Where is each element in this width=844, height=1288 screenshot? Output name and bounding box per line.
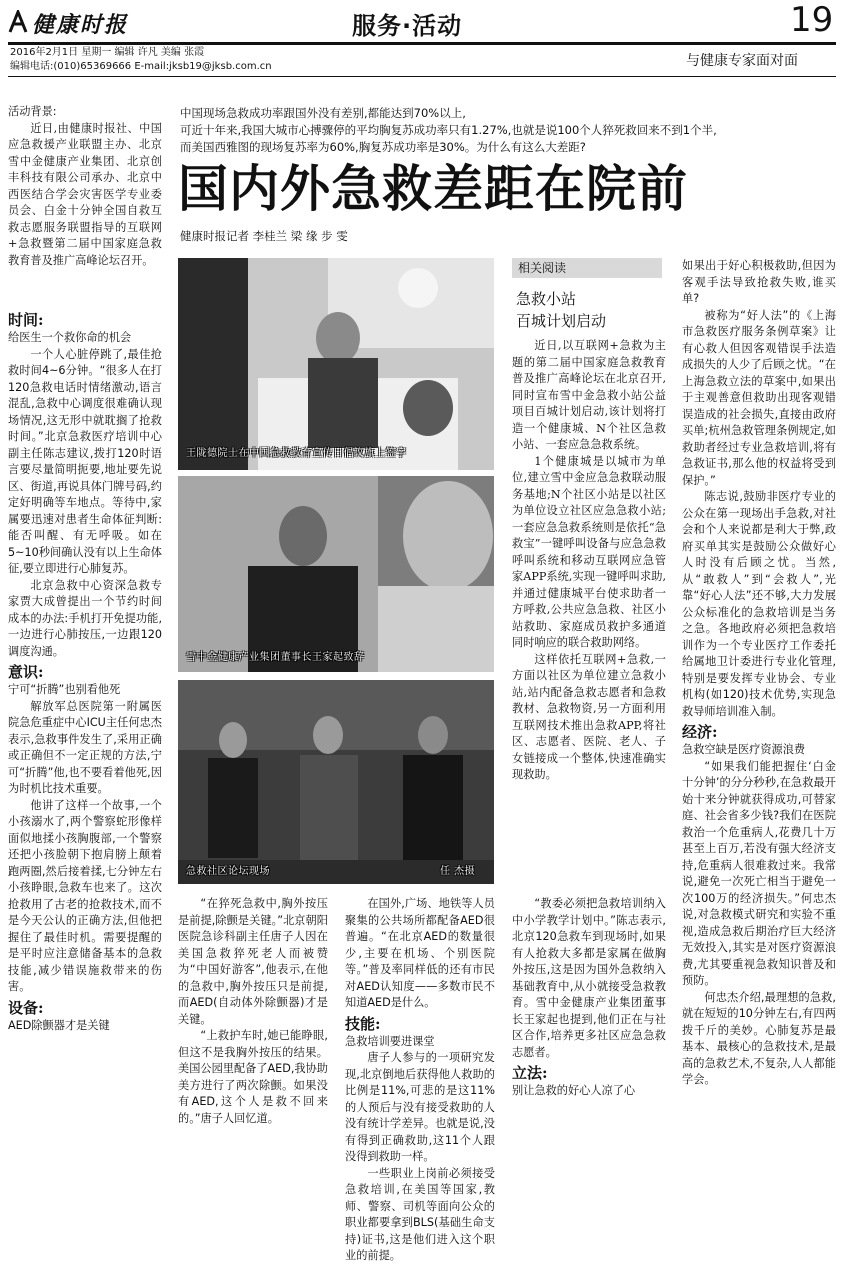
right-column	[682, 258, 836, 1089]
section-time-title: 时间:	[8, 311, 44, 329]
time-para-1: 一个人心脏停跳了,最佳抢救时间4~6分钟。“很多人在打120急救电话时情绪激动,语言混乱,急救中心调度很难确认现场情况,这无形中就耽搁了抢救时间。”北京急救医疗培训中心副主任陈志建议,拨打120时语言要尽量简明扼要,地址要先说区、街道,再说具体门牌号码,约定好明确等车地点。等待中,家属要迅速对患者生命体征判断:能否叫醒、有无呼吸。如在5~10秒间确认没有以上生命体征,要立即进行心肺复苏。	[8, 347, 162, 575]
photo-speech-caption: 雪中金健康产业集团董事长王家起致辞	[186, 652, 365, 663]
skill-para-3: “教委必须把急救培训纳入中小学教学计划中。”陈志表示,北京120急救车到现场时,如果有人抢救大多都是家属在做胸外按压,这是因为国外急救纳入基础教育中,从小就接受急救教育。雪中金健康产业集团董事长王家起也提到,他们正在与社区合作,培养更多社区应急急救志愿者。	[512, 897, 666, 1059]
related-title-line-2: 百城计划启动	[516, 312, 607, 330]
page-number: 19	[790, 0, 834, 40]
awareness-para-1: 解放军总医院第一附属医院急危重症中心ICU主任何忠杰表示,急救事件发生了,采用正确或正确但不一定正规的方法,宁可“折腾”他,也不要看着他死,因为时机比技术重要。	[8, 699, 162, 795]
header-underline	[8, 76, 836, 77]
economy-para-1: “如果我们能把握住‘白金十分钟’的分分秒秒,在急救最开始十来分钟就获得成功,可替家庭、社会省多少钱?我们在医院救治一个危重病人,花费几十万甚至上百万,若没有强大经济支持,危重病人很难救过来。我常说,避免一次死亡相当于避免一次100万的经济损失。”何忠杰说,对急救模式研究和实验不重视,造成急救后期治疗巨大经济无效投入,其实是对医疗资源浪费,尤其要重视急救知识普及和预防。	[682, 759, 836, 987]
photo-signing-caption: 王陇德院士在中国急救教育宣传日倡议旗上签字	[186, 448, 407, 459]
equipment-para-2: “上救护车时,她已能睁眼,但这不是我胸外按压的结果。美国公园里配备了AED,我协助美方进行了两次除颤。如果没有AED,这个人是救不回来的。”唐子人回忆道。	[178, 1029, 328, 1125]
photo-forum	[178, 680, 494, 884]
section-economy-title: 经济:	[682, 723, 718, 741]
section-equipment-title: 设备:	[8, 998, 44, 1017]
logo-mark-icon	[8, 10, 28, 34]
deck-line-3: 而美国西雅图的现场复苏率为60%,胸复苏成功率是30%。为什么有这么大差距?	[180, 140, 586, 154]
contact-line: 编辑电话:(010)65369666 E-mail:jksb19@jksb.com.cn	[10, 61, 272, 72]
law-para-1-cont: 如果出于好心积极救助,但因为客观手法导致抢救失败,谁买单?	[682, 259, 836, 305]
equipment-para-3: 在国外,广场、地铁等人员聚集的公共场所都配备AED很普遍。“在北京AED的数量很少,主要在机场、个别医院等。”普及率同样低的还有市民对AED认知度——多数市民不知道AED是什么。	[345, 897, 495, 1009]
section-equipment-subtitle: AED除颤器才是关键	[8, 1018, 110, 1032]
equipment-column	[178, 896, 328, 1127]
date-line: 2016年2月1日 星期一 编辑 许凡 美编 张霞	[10, 47, 205, 58]
related-para-1: 近日,以互联网+急救为主题的第二届中国家庭急救教育普及推广高峰论坛在北京召开,同时宣布雪中金急救小站公益项目百城计划启动,该计划将打造一个健康城、N个社区急救小站、一套应急急救系统。	[512, 339, 666, 451]
law-para-2: 被称为“好人法”的《上海市急救医疗服务条例草案》让有心救人但因客观错误手法造成损失的人少了后顾之忧。“在上海急救立法的草案中,如果出于主观善意但救助出现客观错误造成的社会损失,直接由政府买单;杭州急救管理条例规定,如救助者经过专业急救培训,将有急救证书,那么他的权益将受到保护。”	[682, 308, 836, 487]
left-column	[8, 104, 162, 269]
section-law-subtitle: 别让急救的好心人凉了心	[512, 1084, 636, 1097]
time-para-2: 北京急救中心资深急救专家贾大成曾提出一个节约时间成本的办法:手机打开免提功能,一边进行心肺按压,一边跟120调度沟通。	[8, 578, 162, 658]
skill-para-1: 唐子人参与的一项研究发现,北京倒地后获得他人救助的比例是11%,可悲的是这11%的人预后与没有接受救助的人没有统计学差异。也就是说,没有得到正确救助,这11个人跟没得到救助一样。	[345, 1051, 495, 1163]
column-tag: 与健康专家面对面	[686, 53, 798, 69]
equipment-para-1: “在猝死急救中,胸外按压是前提,除颤是关键。”北京朝阳医院急诊科副主任唐子人因在美国急救猝死老人而被赞为“中国好游客”,他表示,在他的急救中,胸外按压只是前提,而AED(自动体外除颤器)才是关键。	[178, 897, 328, 1026]
byline: 健康时报记者 李桂兰 梁 缘 步 雯	[180, 229, 348, 243]
skill-law-column	[512, 896, 666, 1100]
logo-text: 健康时报	[32, 12, 129, 38]
section-skill-title: 技能:	[345, 1014, 381, 1033]
economy-para-2: 何忠杰介绍,最理想的急救,就在短短的10分钟左右,有四两拨千斤的美妙。心肺复苏是最基本、最核心的急救技术,是最高的急救艺术,不复杂,人人都能学会。	[682, 990, 836, 1086]
masthead-rule	[8, 42, 836, 45]
section-economy-subtitle: 急救空缺是医疗资源浪费	[682, 743, 806, 756]
awareness-para-2: 他讲了这样一个故事,一个小孩溺水了,两个警察蛇形像样面似地揉小孩胸腹部,一个警察还把小孩脸朝下抱肩膀上颠着跑两圈,然后接着揉,七分钟左右小孩睁眼,急救车也来了。这次抢救用了古老的抢救技术,而不是今天公认的正确方法,但他把握住了最佳时机。需要提醒的是平时应注意储备基本的急救技能,减少错误施救带来的伤害。	[8, 798, 162, 993]
photo-forum-credit: 任 杰摄	[440, 866, 476, 877]
section-awareness-subtitle: 宁可“折腾”也别看他死	[8, 683, 121, 696]
photo-signing	[178, 258, 494, 470]
law-para-3: 陈志说,鼓励非医疗专业的公众在第一现场出手急救,对社会和个人来说都是利大于弊,政府买单其实是鼓励公众做好心人时没有后顾之忧。当然,从“敢救人”到“会救人”,光靠“好心人法”还不够,大力发展公众标准化的急救培训是当务之急。各地政府必须把急救培训作为一个专业医疗工作委托给属地卫计委进行专业化管理,特别是要发挥专业协会、专业机构(如120)技术优势,实现急救导师培训准入制。	[682, 490, 836, 718]
photo-forum-image	[178, 680, 494, 884]
deck-line-2: 可近十年来,我国大城市心搏骤停的平均胸复苏成功率只有1.27%,也就是说100个人猝死救回来不到1个半,	[180, 123, 717, 137]
deck	[180, 105, 800, 156]
section-title: 服务·活动	[352, 12, 463, 40]
skill-para-2: 一些职业上岗前必须接受急救培训,在美国等国家,教师、警察、司机等面向公众的职业都要拿到BLS(基础生命支持)证书,这是他们进入这个职业的前提。	[345, 1166, 495, 1262]
related-para-2: 1个健康城是以城市为单位,建立雪中金应急急救联动服务基地;N个社区小站是以社区为单位设立社区应急急救小站;一套应急急救系统则是依托“急救宝”一键呼叫设备与应急急救呼叫系统和移动互联网应急管家APP系统,实现一键呼叫求助,并通过健康城平台使求助者一方呼救,公共应急急救、社区小站救助、家庭成员救护多通道同时响应的联合救助网络。	[512, 454, 666, 649]
intro-label: 活动背景:	[8, 105, 57, 118]
left-column-body	[8, 308, 162, 1034]
photo-speech	[178, 476, 494, 672]
section-skill-subtitle: 急救培训要进课堂	[345, 1034, 435, 1048]
related-para-3: 这样依托互联网+急救,一方面以社区为单位建立急救小站,站内配备急救志愿者和急救教材、急救物资,另一方面利用互联网技术推出急救APP,将社区、志愿者、医院、老人、子女链接成一个整体,快速准确实现救助。	[512, 652, 666, 781]
deck-line-1: 中国现场急救成功率跟国外没有差别,都能达到70%以上,	[180, 106, 466, 120]
equipment-skill-column	[345, 896, 495, 1265]
photo-speech-image	[178, 476, 494, 672]
masthead-logo	[8, 8, 158, 38]
related-column	[512, 338, 666, 784]
section-law-title: 立法:	[512, 1064, 548, 1082]
photo-signing-image	[178, 258, 494, 470]
related-title	[516, 288, 606, 332]
photo-forum-caption: 急救社区论坛现场	[186, 866, 270, 877]
section-awareness-title: 意识:	[8, 663, 44, 681]
intro-text: 近日,由健康时报社、中国应急救援产业联盟主办、北京雪中金健康产业集团、北京创丰科技有限公司承办、北京中西医结合学会灾害医学专业委员会、白金十分钟全国自救互救志愿服务联盟指导的互联网+急救暨第二届中国家庭急救教育普及推广高峰论坛召开。	[8, 121, 162, 267]
related-title-line-1: 急救小站	[516, 290, 577, 308]
headline: 国内外急救差距在院前	[178, 159, 688, 218]
related-tag: 相关阅读	[512, 258, 662, 278]
section-time-subtitle: 给医生一个救你命的机会	[8, 331, 132, 344]
